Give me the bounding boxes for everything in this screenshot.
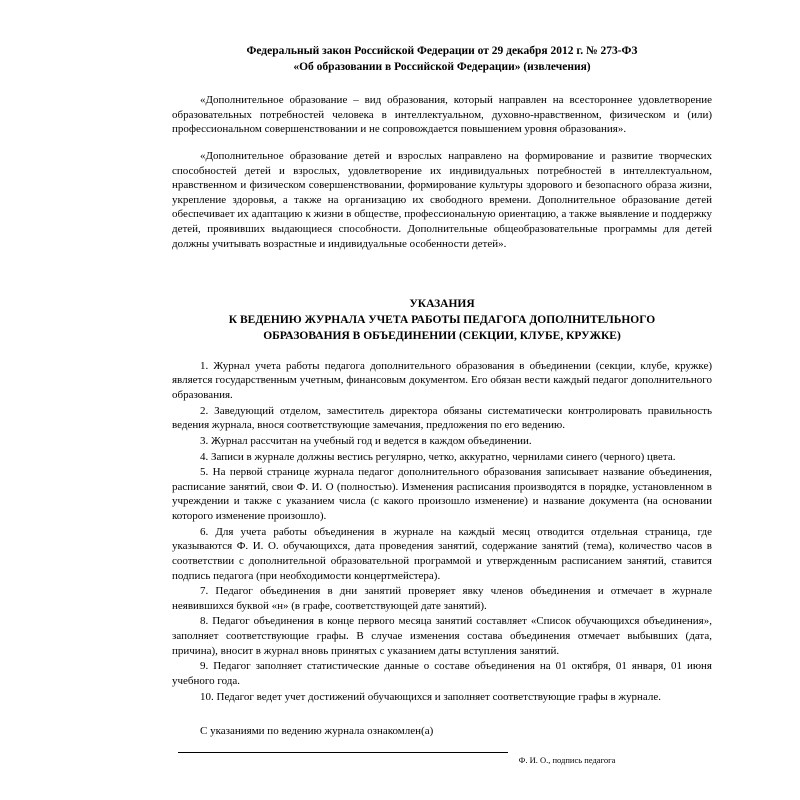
- signature-line: [178, 741, 508, 753]
- section-spacer: [172, 263, 712, 297]
- instructions-title: [172, 297, 712, 345]
- list-item: 6. Для учета работы объединения в журнале на каждый месяц отводится отдельная страница, где указываются Ф. И. О. обучающихся, дата проведения занятий, содержание занятий (тема), количество часов в соответствии с дополнительной образовательной программой и утвержденным расписанием занятий, ставится подпись педагога (при необходимости концертмейстера).: [172, 525, 712, 582]
- list-item: 8. Педагог объединения в конце первого месяца занятий составляет «Список обучающихся объединения», заполняет соответствующие графы. В случае изменения состава объединения отмечает выбывших (дата, причина), вносит в журнал вновь принятых с указанием даты вступления занятий.: [172, 615, 712, 657]
- signature-caption: Ф. И. О., подпись педагога: [518, 755, 616, 766]
- header-line-1: Федеральный закон Российской Федерации от 29 декабря 2012 г. № 273-ФЗ: [246, 45, 638, 57]
- list-item: 4. Записи в журнале должны вестись регулярно, четко, аккуратно, чернилами синего (черного) цвета.: [200, 450, 676, 463]
- list-item: 10. Педагог ведет учет достижений обучающихся и заполняет соответствующие графы в журнале.: [200, 690, 662, 703]
- signature-row: [172, 724, 712, 753]
- intro-paragraph-1: «Дополнительное образование – вид образования, который направлен на всестороннее удовлетворение образовательных потребностей человека в интеллектуальном, духовно-нравственном, физическом и (или) профессиональном совершенствовании и не сопровождается повышением уровня образования».: [172, 94, 712, 136]
- instructions-title-line-1: УКАЗАНИЯ: [409, 298, 475, 311]
- list-item: 3. Журнал рассчитан на учебный год и ведется в каждом объединении.: [200, 434, 532, 447]
- list-item: 7. Педагог объединения в дни занятий проверяет явку членов объединения и отмечает в журнале неявившихся буквой «н» (в графе, соответствующей дате занятий).: [172, 585, 712, 612]
- list-item: 2. Заведующий отделом, заместитель директора обязаны систематически контролировать правильность ведения журнала, внося соответствующие замечания, предложения по его ведению.: [172, 404, 712, 432]
- list-item: 5. На первой странице журнала педагог дополнительного образования записывает название объединения, расписание занятий, свои Ф. И. О (полностью). Изменения расписания производятся в порядке, установленном в учреждении и также с указанием числа (с какого произошло изменение) и название документа (на основании которого изменение произошло).: [172, 466, 712, 523]
- instructions-title-line-2: К ВЕДЕНИЮ ЖУРНАЛА УЧЕТА РАБОТЫ ПЕДАГОГА ДОПОЛНИТЕЛЬНОГО: [228, 314, 656, 327]
- document-header: [172, 44, 712, 75]
- list-item: 9. Педагог заполняет статистические данные о составе объединения на 01 октября, 01 января, 01 июня учебного года.: [172, 660, 712, 687]
- instructions-title-line-3: ОБРАЗОВАНИЯ В ОБЪЕДИНЕНИИ (СЕКЦИИ, КЛУБЕ, КРУЖКЕ): [263, 330, 621, 342]
- intro-paragraph-2: «Дополнительное образование детей и взрослых направлено на формирование и развитие творческих способностей детей и взрослых, удовлетворение их индивидуальных потребностей в интеллектуальном, нравственном и физическом совершенствовании, формирование культуры здорового и безопасного образа жизни, укрепление здоровья, а также на организацию их свободного времени. Дополнительное образование детей обеспечивает их адаптацию к жизни в обществе, профессиональную ориентацию, а также выявление и поддержку детей, проявивших выдающиеся способности. Дополнительные общеобразовательные программы для детей должны учитывать возрастные и индивидуальные особенности детей».: [172, 149, 712, 250]
- list-item: 1. Журнал учета работы педагога дополнительного образования в объединении (секции, клубе, кружке) является государственным учетным, финансовым документом. Его обязан вести каждый педагог дополнительного образования.: [172, 359, 712, 402]
- instructions-list: [172, 359, 712, 704]
- signature-label: С указаниями по ведению журнала ознакомлен(а): [200, 725, 434, 738]
- header-line-2: «Об образовании в Российской Федерации» (извлечения): [293, 60, 591, 73]
